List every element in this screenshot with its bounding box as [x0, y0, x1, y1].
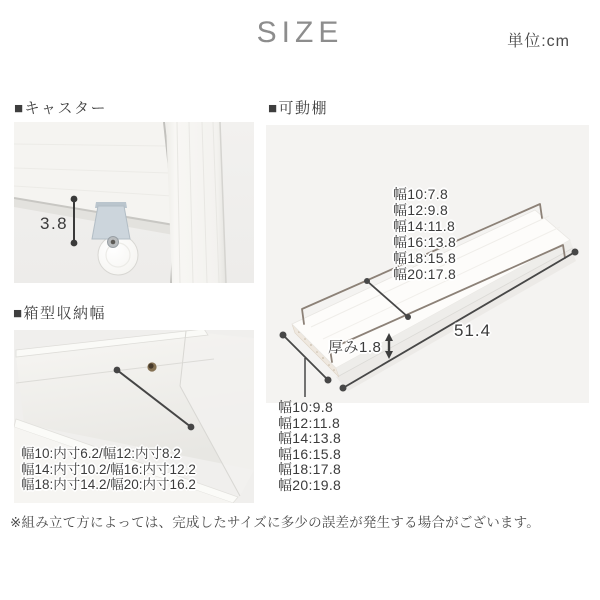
shelf-depth-width-list	[278, 400, 341, 494]
box-width-line: 幅10:内寸6.2/幅12:内寸8.2	[21, 446, 181, 461]
caster-photo	[14, 122, 254, 283]
box-inner-width-list	[21, 446, 196, 493]
section-heading-box-storage: ■箱型収納幅	[13, 305, 107, 322]
movable-shelf-photo	[266, 125, 589, 403]
rail-width-line: 幅20:17.8	[393, 266, 457, 282]
side-board	[166, 122, 226, 283]
caster-height-label: 3.8	[40, 214, 69, 233]
section-heading-caster: ■キャスター	[14, 100, 108, 117]
depth-width-line: 幅12:11.8	[278, 414, 341, 431]
section-heading-movable-shelf: ■可動棚	[268, 100, 329, 117]
shelf-rail-width-list	[393, 186, 456, 282]
rail-width-line: 幅18:15.8	[393, 250, 457, 266]
rail-width-line: 幅14:11.8	[393, 218, 456, 234]
depth-width-line: 幅10:9.8	[278, 399, 334, 415]
box-width-line: 幅14:内寸10.2/幅16:内寸12.2	[21, 461, 196, 477]
depth-width-line: 幅14:13.8	[278, 430, 342, 447]
rail-width-line: 幅12:9.8	[393, 202, 449, 218]
caster-illustration	[14, 122, 254, 283]
box-storage-photo	[14, 330, 254, 503]
rail-width-line: 幅16:13.8	[393, 234, 457, 250]
shelf-length-label: 51.4	[454, 321, 492, 340]
unit-label: 単位:cm	[507, 33, 570, 50]
box-width-line: 幅18:内寸14.2/幅20:内寸16.2	[21, 477, 196, 492]
page-title: SIZE	[256, 16, 344, 49]
depth-width-line: 幅16:15.8	[278, 445, 342, 462]
rail-width-line: 幅10:7.8	[393, 186, 449, 202]
depth-width-line: 幅18:17.8	[278, 461, 342, 478]
depth-width-line: 幅20:19.8	[278, 476, 342, 493]
vent-hole	[147, 362, 156, 371]
assembly-note: ※組み立て方によっては、完成したサイズに多少の誤差が発生する場合がございます。	[10, 515, 540, 530]
shelf-thickness-label: 厚み1.8	[328, 339, 382, 356]
